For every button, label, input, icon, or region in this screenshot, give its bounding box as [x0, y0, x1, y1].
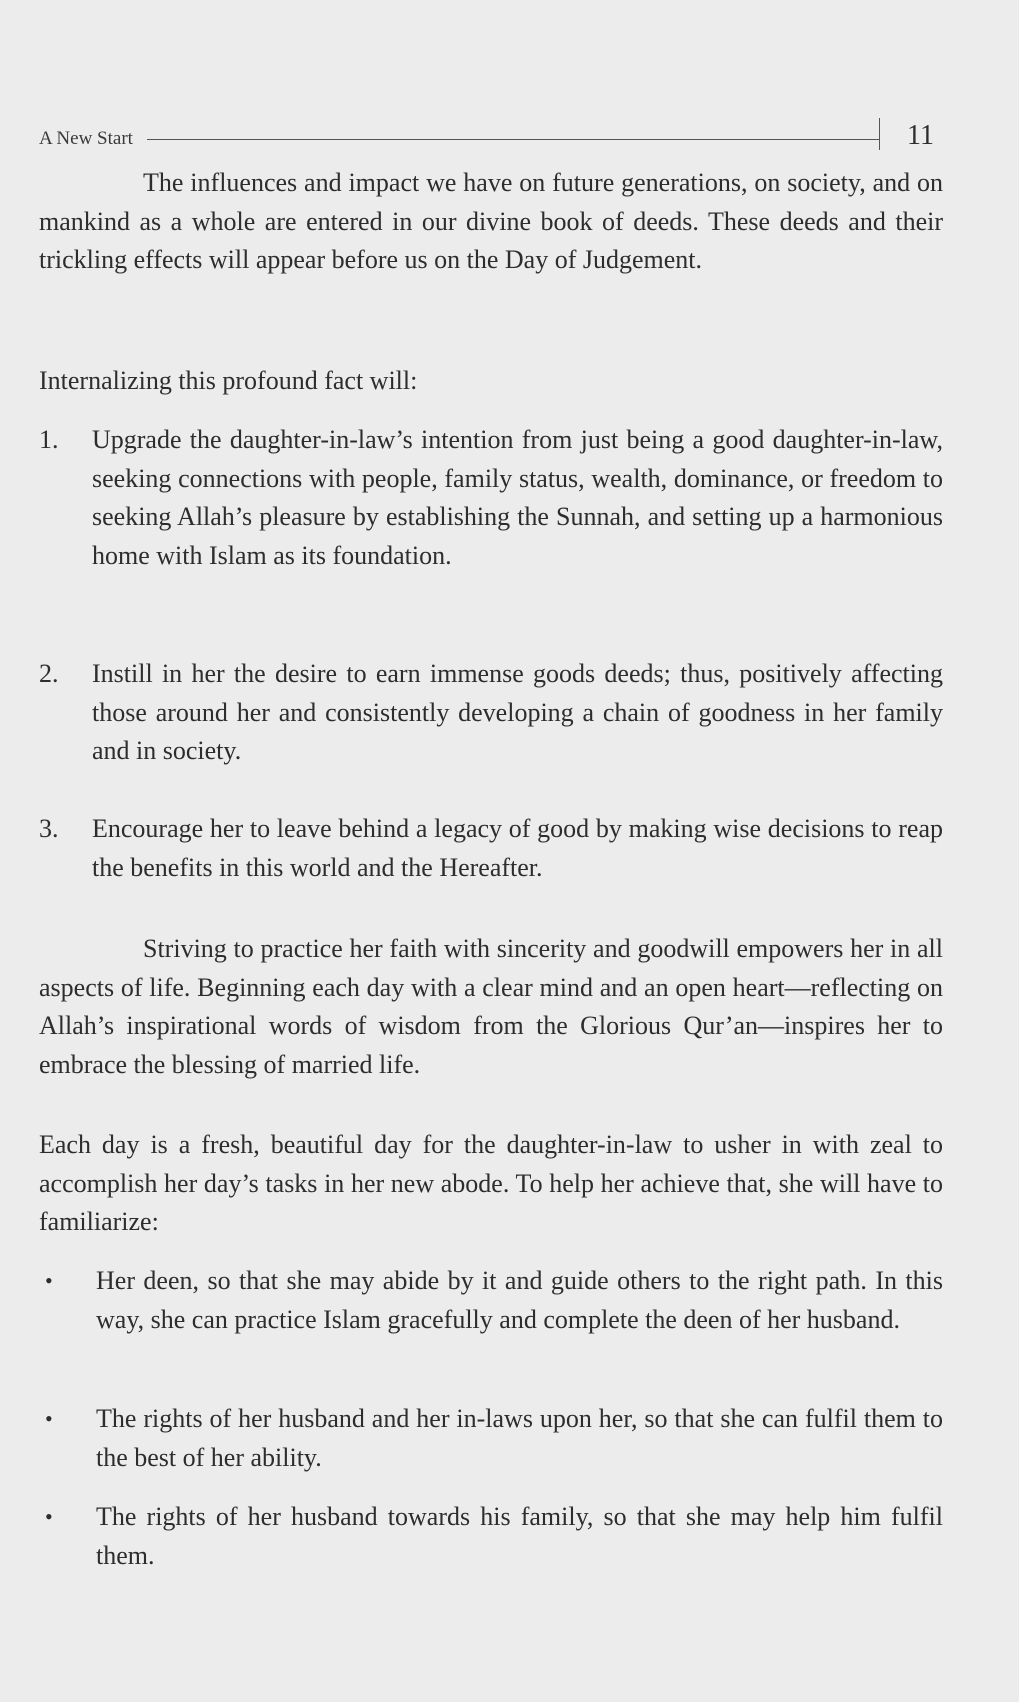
- running-header: [39, 118, 934, 158]
- page-number: 11: [907, 120, 934, 151]
- list-item-text: The rights of her husband towards his family, so that she may help him fulfil them.: [96, 1502, 943, 1570]
- paragraph-lead-in: Internalizing this profound fact will:: [39, 366, 418, 395]
- numbered-list-item: [39, 421, 943, 575]
- list-item-text: The rights of her husband and her in-laws upon her, so that she can fulfil them to the best of her ability.: [96, 1404, 943, 1472]
- bullet-icon: •: [45, 1406, 53, 1431]
- list-number: 3.: [39, 814, 59, 843]
- paragraph-intro: The influences and impact we have on future generations, on society, and on mankind as a whole are entered in our divine book of deeds. These deeds and their trickling effects will appear before us on the Day of Judgement.: [39, 168, 943, 275]
- list-item-text: Encourage her to leave behind a legacy of good by making wise decisions to reap the benefits in this world and the Hereafter.: [92, 814, 943, 882]
- header-rule: [147, 139, 880, 140]
- list-number: 2.: [39, 659, 59, 688]
- list-number: 1.: [39, 425, 59, 454]
- bullet-icon: •: [45, 1504, 53, 1529]
- bullet-icon: •: [45, 1268, 53, 1293]
- paragraph-striving: Striving to practice her faith with sincerity and goodwill empowers her in all aspects of life. Beginning each day with a clear mind and an open heart—reflecting on Allah’s inspirational words of wisdom from the Glorious Qur’an—inspires her to embrace the blessing of married life.: [39, 934, 943, 1079]
- bullet-list-item: [39, 1400, 943, 1477]
- header-rule-end: [879, 118, 880, 150]
- paragraph-each-day: Each day is a fresh, beautiful day for the daughter-in-law to usher in with zeal to accomplish her day’s tasks in her new abode. To help her achieve that, she will have to familiarize:: [39, 1130, 943, 1237]
- list-item-text: Her deen, so that she may abide by it and guide others to the right path. In this way, she can practice Islam gracefully and complete the deen of her husband.: [96, 1266, 943, 1334]
- bullet-list-item: [39, 1262, 943, 1339]
- bullet-list-item: [39, 1498, 943, 1575]
- numbered-list-item: [39, 810, 943, 887]
- list-item-text: Instill in her the desire to earn immense goods deeds; thus, positively affecting those around her and consistently developing a chain of goodness in her family and in society.: [92, 659, 943, 766]
- list-item-text: Upgrade the daughter-in-law’s intention from just being a good daughter-in-law, seeking connections with people, family status, wealth, dominance, or freedom to seeking Allah’s pleasure by establishing the Sunnah, and setting up a harmonious home with Islam as its foundation.: [92, 425, 943, 570]
- running-title: A New Start: [39, 128, 133, 149]
- numbered-list-item: [39, 655, 943, 771]
